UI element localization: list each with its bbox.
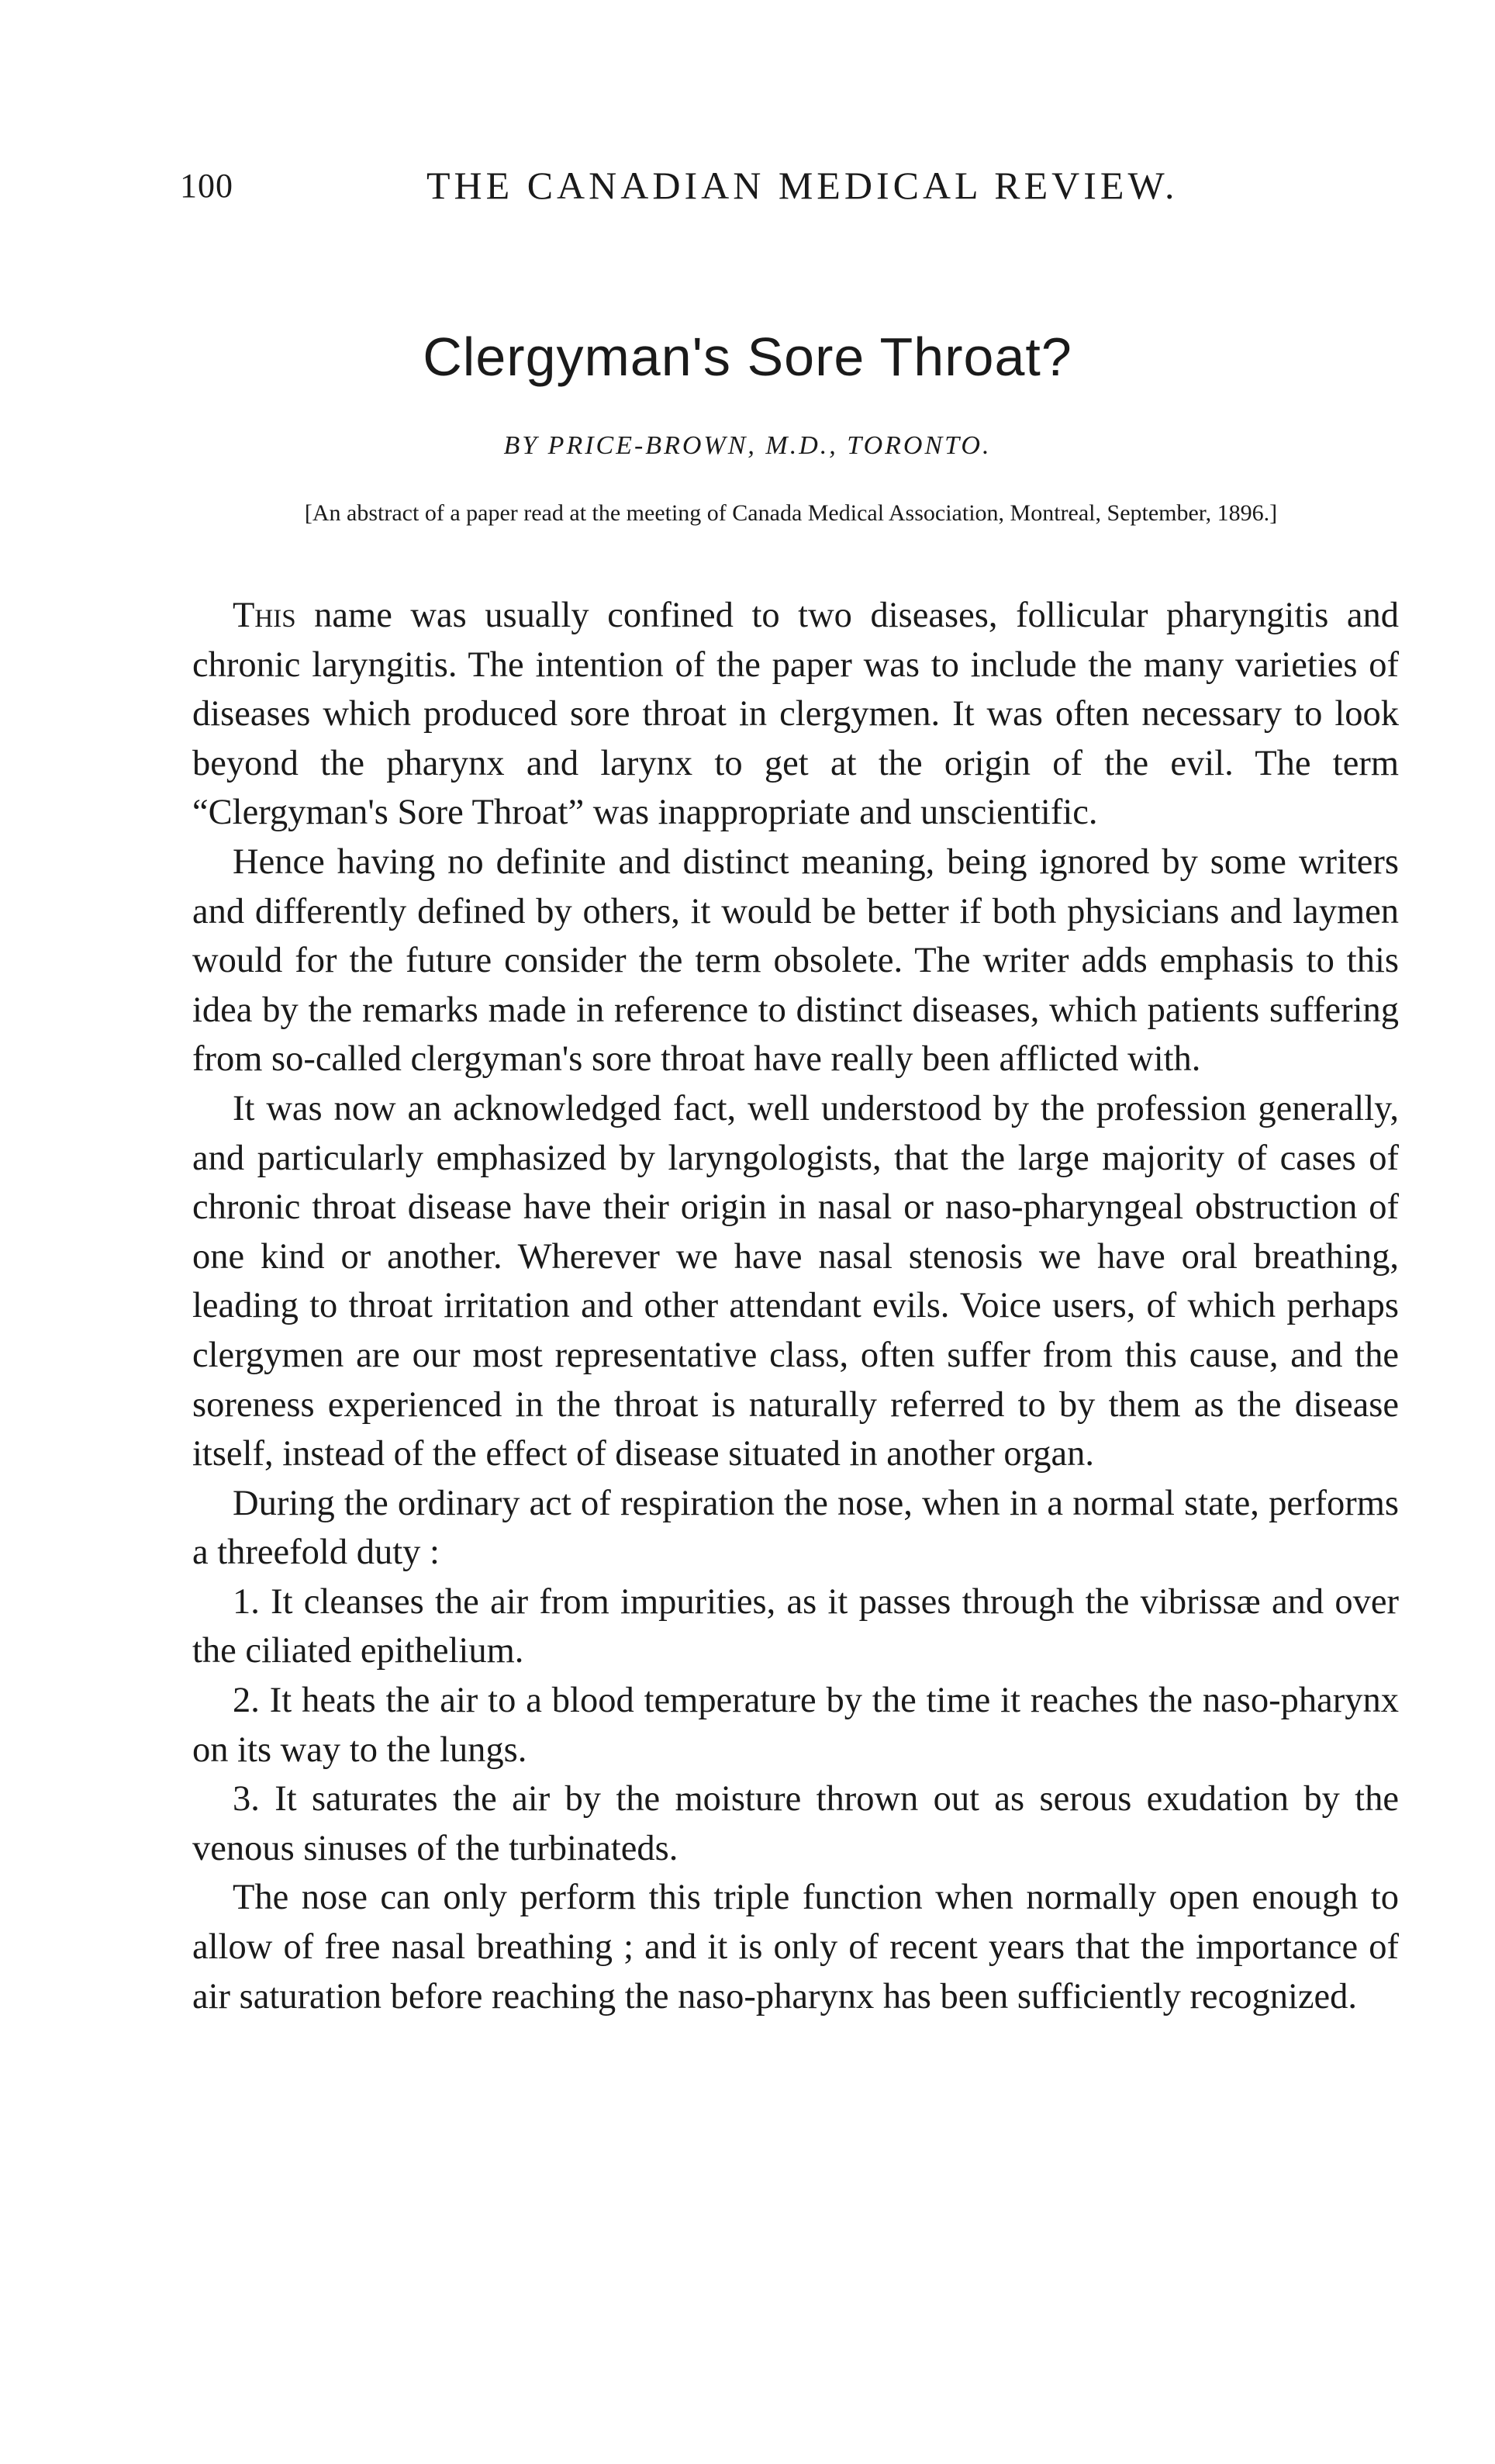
- paragraph: The nose can only perform this triple function when normally open enough to allow of free nasal breathing ; and it is only of recent years that the importance of air saturation before reaching the naso-pharynx has been sufficiently recognized.: [192, 1878, 1399, 2016]
- abstract-note: [An abstract of a paper read at the meeting of Canada Medical Association, Montreal, September, 1896.]: [304, 500, 1278, 526]
- paragraph: Hence having no definite and distinct meaning, being ignored by some writers and differently defined by others, it would be better if both physicians and laymen would for the future consider the term obsolete. The writer adds emphasis to this idea by the remarks made in reference to distinct diseases, which patients suffering from so-called clergyman's sore throat have really been afflicted with.: [192, 841, 1399, 1080]
- numbered-list-item: 2. It heats the air to a blood temperature by the time it reaches the naso-pharynx on its way to the lungs.: [192, 1681, 1399, 1770]
- paragraph: During the ordinary act of respiration the nose, when in a normal state, performs a threefold duty :: [192, 1483, 1399, 1573]
- journal-title: THE CANADIAN MEDICAL REVIEW.: [426, 164, 1179, 207]
- article-body: [192, 591, 1399, 2021]
- page-number: 100: [180, 167, 233, 205]
- paragraph: It was now an acknowledged fact, well understood by the profession generally, and particularly emphasized by laryngologists, that the large majority of cases of chronic throat disease have their origin in nasal or naso-pharyngeal obstruction of one kind or another. Wherever we have nasal stenosis we have oral breathing, leading to throat irritation and other attendant evils. Voice users, of which perhaps clergymen are our most representative class, often suffer from this cause, and the soreness experienced in the throat is naturally referred to by them as the disease itself, instead of the effect of disease situated in another organ.: [192, 1088, 1399, 1474]
- article-byline: BY PRICE-BROWN, M.D., TORONTO.: [503, 431, 992, 460]
- numbered-list-item: 1. It cleanses the air from impurities, as it passes through the vibrissæ and over the ciliated epithelium.: [192, 1581, 1399, 1671]
- paragraph-lead-word: This: [233, 596, 296, 635]
- article-title: Clergyman's Sore Throat?: [423, 327, 1072, 387]
- running-header: [180, 166, 1390, 213]
- paragraph: [192, 591, 1399, 838]
- numbered-list-item: 3. It saturates the air by the moisture thrown out as serous exudation by the venous sinuses of the turbinateds.: [192, 1779, 1399, 1868]
- paragraph-text: name was usually confined to two diseases, follicular pharyngitis and chronic laryngitis. The intention of the paper was to include the many varieties of diseases which produced sore throat in clergymen. It was often necessary to look beyond the pharynx and larynx to get at the origin of the evil. The term “Clergyman's Sore Throat” was inappropriate and unscientific.: [192, 596, 1399, 833]
